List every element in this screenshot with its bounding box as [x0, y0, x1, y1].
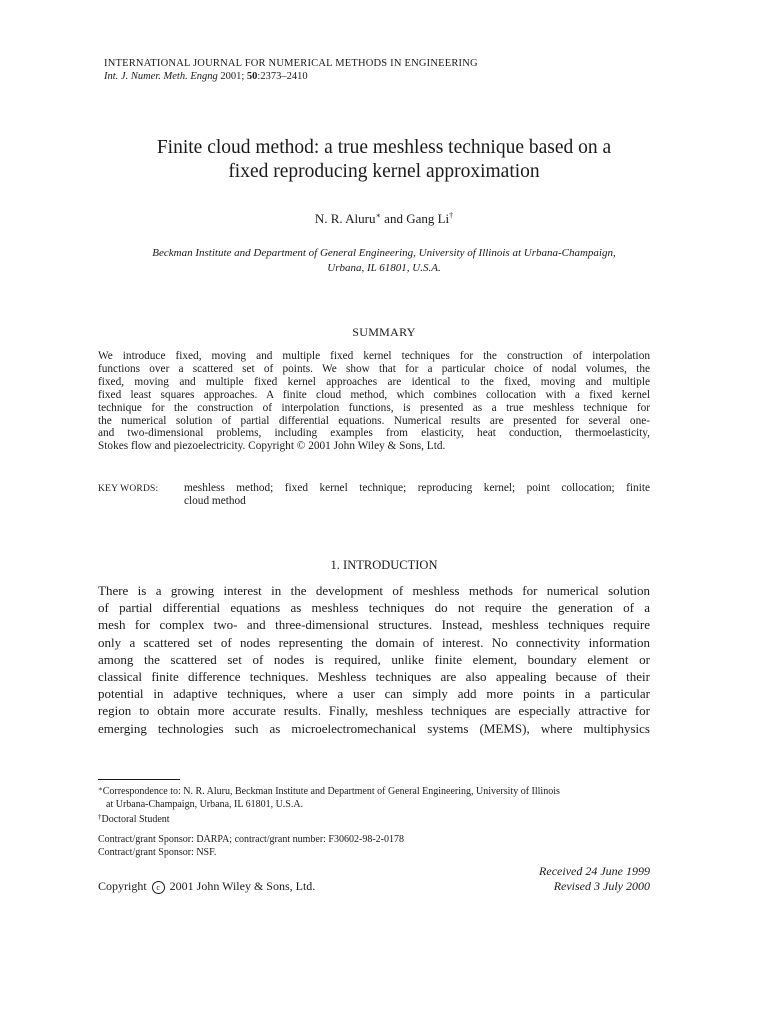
author-1: N. R. Aluru — [314, 211, 376, 226]
received-dates — [539, 864, 650, 894]
citation-abbrev: Int. J. Numer. Meth. Engng — [104, 71, 218, 82]
title-line-2: fixed reproducing kernel approximation — [228, 161, 540, 182]
footnote-mark-2: † — [98, 813, 102, 821]
body-line: mesh for complex two- and three-dimensional structures. Instead, meshless techniques require — [98, 617, 650, 633]
sponsor-line-1: Contract/grant Sponsor: DARPA; contract/grant number: F30602-98-2-0178 — [98, 834, 404, 845]
body-line: potential in adaptive techniques, where a user can simply add more points in a particular — [98, 686, 650, 702]
title-line-1: Finite cloud method: a true meshless technique based on a — [156, 137, 612, 158]
author-conjunction: and — [384, 211, 403, 226]
section-heading-introduction: 1. INTRODUCTION — [330, 558, 438, 572]
author-2-mark: † — [449, 211, 454, 220]
sponsor-line-2: Contract/grant Sponsor: NSF. — [98, 846, 217, 858]
author-1-mark: ∗ — [375, 211, 381, 220]
keywords-label: KEY WORDS: — [98, 484, 159, 494]
introduction-text — [98, 582, 650, 737]
footnote-doctoral — [98, 811, 652, 827]
footnotes — [98, 783, 652, 827]
keywords-line-1: meshless method; fixed kernel technique; reproducing kernel; point collocation; finite — [184, 482, 650, 494]
keywords-text — [184, 482, 650, 508]
footnote-divider — [98, 779, 180, 780]
abstract-line: the numerical solution of partial differential equations. Numerical results are presented for several one- — [98, 414, 650, 427]
abstract-line: Stokes flow and piezoelectricity. Copyright © 2001 John Wiley & Sons, Ltd. — [98, 440, 446, 453]
copyright-icon: c — [152, 881, 165, 894]
affiliation-line-2: Urbana, IL 61801, U.S.A. — [327, 261, 441, 274]
journal-name: INTERNATIONAL JOURNAL FOR NUMERICAL METHODS IN ENGINEERING — [104, 58, 478, 69]
footnote-1-line-1: Correspondence to: N. R. Aluru, Beckman Institute and Department of General Engineering, University of Illinois — [102, 786, 560, 797]
body-line: emerging technologies such as microelectromechanical systems (MEMS), where multiphysics — [98, 720, 650, 736]
citation-volume: 50 — [246, 71, 258, 82]
citation-pages: :2373–2410 — [257, 71, 308, 82]
footnote-correspondence — [98, 783, 652, 799]
abstract-line: functions over a scattered set of points. We show that for a particular choice of nodal volumes, the — [98, 362, 650, 375]
body-line: among the scattered set of nodes is required, unlike finite element, boundary element or — [98, 651, 650, 667]
summary-heading: SUMMARY — [352, 325, 416, 339]
keywords-line-2: cloud method — [184, 495, 246, 507]
grant-sponsors — [98, 834, 404, 859]
abstract-line: and two-dimensional problems, including examples from elasticity, heat conduction, thermoelasticity, — [98, 427, 650, 440]
body-line: of partial differential equations as meshless techniques do not require the generation of a — [98, 600, 650, 616]
journal-citation — [104, 71, 308, 83]
copyright-prefix: Copyright — [98, 879, 147, 893]
body-line: only a scattered set of nodes representing the domain of interest. No connectivity information — [98, 634, 650, 650]
abstract-line: fixed, moving and multiple fixed kernel approaches are identical to the fixed, moving and multiple — [98, 375, 650, 388]
body-line: region to obtain more accurate results. Finally, meshless techniques are especially attractive for — [98, 703, 650, 719]
body-line: There is a growing interest in the development of meshless methods for numerical solution — [98, 583, 650, 598]
affiliation — [100, 246, 668, 275]
citation-year: 2001; — [220, 71, 245, 82]
footnote-mark-1: ∗ — [98, 785, 103, 793]
affiliation-line-1: Beckman Institute and Department of General Engineering, University of Illinois at Urbana-Champaign, — [152, 247, 616, 259]
copyright-notice — [98, 879, 315, 894]
body-line: classical finite difference techniques. Meshless techniques are also appealing because of their — [98, 669, 650, 685]
paper-title — [60, 136, 708, 184]
abstract-line: We introduce fixed, moving and multiple fixed kernel techniques for the construction of interpolation — [98, 350, 650, 362]
author-list — [60, 208, 708, 227]
abstract-line: fixed least squares approaches. A finite cloud method, which combines collocation with a fixed kernel — [98, 388, 650, 401]
copyright-text: 2001 John Wiley & Sons, Ltd. — [169, 879, 316, 893]
abstract-line: technique for the construction of interpolation functions, is presented as a true meshless technique for — [98, 401, 650, 414]
revised-date: Revised 3 July 2000 — [553, 879, 650, 893]
footnote-1-line-2: at Urbana-Champaign, Urbana, IL 61801, U.S.A. — [106, 798, 304, 810]
footnote-2-text: Doctoral Student — [101, 814, 170, 825]
abstract-text — [98, 350, 650, 453]
author-2: Gang Li — [406, 211, 450, 226]
received-date: Received 24 June 1999 — [539, 864, 650, 878]
